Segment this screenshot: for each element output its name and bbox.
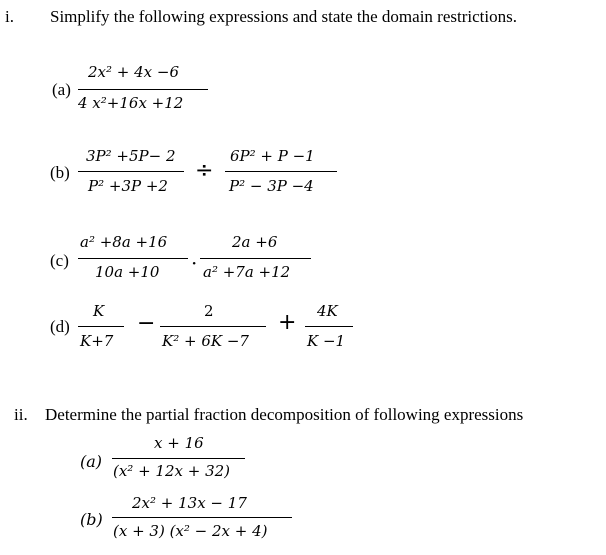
numerator: 2x² + 13x − 17 — [132, 494, 247, 512]
numerator: 2x² + 4x −6 — [88, 63, 180, 81]
numerator: 6P² + P −1 — [230, 147, 315, 165]
item-i-a-label: (a) — [52, 80, 71, 99]
divide-operator: ÷ — [195, 158, 214, 183]
numerator: K — [93, 302, 105, 320]
minus-operator: − — [137, 311, 156, 336]
multiply-operator: · — [191, 251, 198, 275]
item-i-d-label: (d) — [50, 317, 70, 336]
denominator: 4 x²+16x +12 — [78, 94, 184, 112]
item-i-b-label: (b) — [50, 163, 70, 182]
denominator: 10a +10 — [95, 263, 160, 281]
denominator: (x + 3) (x² − 2x + 4) — [113, 522, 268, 540]
fraction-bar — [112, 458, 245, 459]
denominator: P² +3P +2 — [88, 177, 168, 195]
numerator: 4K — [317, 302, 338, 320]
item-ii-a-label: (a) — [80, 452, 103, 471]
denominator: a² +7a +12 — [203, 263, 291, 281]
fraction-bar — [305, 326, 353, 327]
denominator: K −1 — [307, 332, 346, 350]
numerator: x + 16 — [154, 434, 204, 452]
numerator: 2 — [204, 302, 214, 320]
fraction-bar — [78, 326, 124, 327]
denominator: K² + 6K −7 — [162, 332, 249, 350]
part-ii-heading: Determine the partial fraction decomposition of following expressions — [45, 405, 524, 424]
numerator: 3P² +5P− 2 — [86, 147, 176, 165]
plus-operator: + — [278, 310, 297, 335]
fraction-bar — [78, 171, 184, 172]
item-i-c-label: (c) — [50, 251, 69, 270]
denominator: (x² + 12x + 32) — [113, 462, 231, 480]
fraction-bar — [225, 171, 337, 172]
fraction-bar — [112, 517, 292, 518]
denominator: K+7 — [80, 332, 114, 350]
fraction-bar — [78, 89, 208, 90]
part-i-marker: i. — [5, 7, 14, 26]
numerator: 2a +6 — [232, 233, 278, 251]
numerator: a² +8a +16 — [80, 233, 168, 251]
denominator: P² − 3P −4 — [229, 177, 314, 195]
item-ii-b-label: (b) — [80, 510, 103, 529]
fraction-bar — [78, 258, 188, 259]
fraction-bar — [200, 258, 311, 259]
fraction-bar — [160, 326, 266, 327]
part-ii-marker: ii. — [14, 405, 28, 424]
part-i-heading: Simplify the following expressions and state the domain restrictions. — [50, 7, 517, 26]
